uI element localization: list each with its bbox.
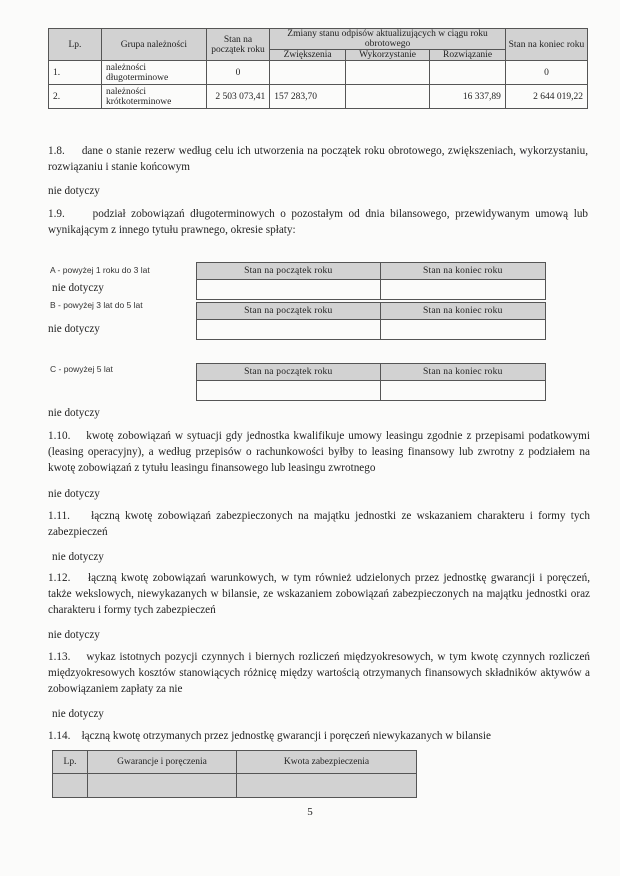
span-a-label: A - powyżej 1 roku do 3 lat <box>50 265 150 275</box>
span-c-answer: nie dotyczy <box>48 407 100 419</box>
row-group: należności długoterminowe <box>101 61 206 85</box>
table-row <box>49 61 588 85</box>
col-start: Stan na początek roku <box>197 303 381 320</box>
section-1-9 <box>48 206 588 238</box>
col-end: Stan na koniec roku <box>505 29 587 61</box>
section-text: łączną kwotę otrzymanych przez jednostkę gwarancji i poręczeń niewykazanych w bilansie <box>81 730 491 742</box>
allowances-table <box>48 28 588 109</box>
cell-end <box>380 381 545 401</box>
table-row <box>49 85 588 109</box>
col-start: Stan na początek roku <box>197 364 381 381</box>
col-end: Stan na koniec roku <box>380 364 545 381</box>
section-text: wykaz istotnych pozycji czynnych i biernych rozliczeń międzyokresowych, w tym kwotę czynnych rozliczeń międzyokresowych kosztów stanowiących różnicę między wartością otrzymanych finansowych składników aktywów a zobowiązaniem zapłaty za nie <box>48 651 591 695</box>
cell-end <box>380 280 545 300</box>
section-text: dane o stanie rezerw według celu ich utworzenia na początek roku obrotowego, zwiększeniach, wykorzystaniu, rozwiązaniu i stanie końcowym <box>48 145 588 173</box>
col-use: Wykorzystanie <box>346 50 430 61</box>
row-release <box>430 61 506 85</box>
cell-lp <box>53 774 88 798</box>
answer-1-12: nie dotyczy <box>48 629 100 641</box>
span-c-table <box>196 363 546 401</box>
section-number: 1.12. <box>48 572 71 584</box>
cell-start <box>197 381 381 401</box>
col-start: Stan na początek roku <box>206 29 269 61</box>
section-text: podział zobowiązań długoterminowych o pozostałym od dnia bilansowego, przewidywanym umową lub wynikającym z innego tytułu prawnego, okresie spłaty: <box>48 208 589 236</box>
section-text: łączną kwotę zobowiązań warunkowych, w tym również udzielonych przez jednostkę gwarancji i poręczeń, także wekslowych, niewykazanych w bilansie, ze wskazaniem zobowiązań zabezpieczonych na majątku jednostki oraz charakteru i formy tych zabezpieczeń <box>48 572 591 616</box>
page-number: 5 <box>307 806 313 818</box>
col-lp: Lp. <box>53 751 88 774</box>
col-increase: Zwiększenia <box>270 50 346 61</box>
span-c-label: C - powyżej 5 lat <box>50 364 113 374</box>
col-group: Grupa należności <box>101 29 206 61</box>
section-number: 1.13. <box>48 651 71 663</box>
col-start: Stan na początek roku <box>197 263 381 280</box>
section-number: 1.11. <box>48 510 70 522</box>
span-b-answer: nie dotyczy <box>48 323 100 335</box>
row-use <box>346 61 430 85</box>
section-number: 1.10. <box>48 430 71 442</box>
row-start: 2 503 073,41 <box>206 85 269 109</box>
span-b-label: B - powyżej 3 lat do 5 lat <box>50 300 143 310</box>
cell-start <box>197 320 381 340</box>
answer-1-13: nie dotyczy <box>52 708 104 720</box>
col-end: Stan na koniec roku <box>380 263 545 280</box>
section-1-13 <box>48 649 590 697</box>
row-end: 2 644 019,22 <box>505 85 587 109</box>
row-lp: 1. <box>49 61 102 85</box>
section-number: 1.14. <box>48 730 71 742</box>
col-amount: Kwota zabezpieczenia <box>237 751 417 774</box>
span-a-answer: nie dotyczy <box>52 282 104 294</box>
cell-end <box>380 320 545 340</box>
answer-1-8: nie dotyczy <box>48 185 100 197</box>
section-1-11 <box>48 508 590 540</box>
row-start: 0 <box>206 61 269 85</box>
row-end: 0 <box>505 61 587 85</box>
col-changes: Zmiany stanu odpisów aktualizujących w ciągu roku obrotowego <box>270 29 506 50</box>
guarantees-table <box>52 750 417 798</box>
section-1-8 <box>48 143 588 175</box>
section-text: łączną kwotę zobowiązań zabezpieczonych na majątku jednostki ze wskazaniem charakteru i formy tych zabezpieczeń <box>48 510 590 538</box>
row-increase: 157 283,70 <box>270 85 346 109</box>
row-use <box>346 85 430 109</box>
col-lp: Lp. <box>49 29 102 61</box>
col-guarantee: Gwarancje i poręczenia <box>88 751 237 774</box>
cell-guarantee <box>88 774 237 798</box>
row-lp: 2. <box>49 85 102 109</box>
row-release: 16 337,89 <box>430 85 506 109</box>
answer-1-11: nie dotyczy <box>52 551 104 563</box>
section-text: kwotę zobowiązań w sytuacji gdy jednostka kwalifikuje umowy leasingu zgodnie z przepisami podatkowymi (leasing operacyjny), a według przepisów o rachunkowości byłby to leasing finansowy lub zwrotny z podziałem na kwotę zobowiązań z tytułu leasingu finansowego lub leasingu zwrotnego <box>48 430 590 474</box>
section-number: 1.9. <box>48 208 65 220</box>
section-1-10 <box>48 428 590 476</box>
col-release: Rozwiązanie <box>430 50 506 61</box>
section-1-12 <box>48 570 590 618</box>
cell-start <box>197 280 381 300</box>
span-a-table <box>196 262 546 300</box>
section-1-14 <box>48 728 590 744</box>
col-end: Stan na koniec roku <box>380 303 545 320</box>
cell-amount <box>237 774 417 798</box>
row-increase <box>270 61 346 85</box>
answer-1-10: nie dotyczy <box>48 488 100 500</box>
row-group: należności krótkoterminowe <box>101 85 206 109</box>
section-number: 1.8. <box>48 145 65 157</box>
span-b-table <box>196 302 546 340</box>
